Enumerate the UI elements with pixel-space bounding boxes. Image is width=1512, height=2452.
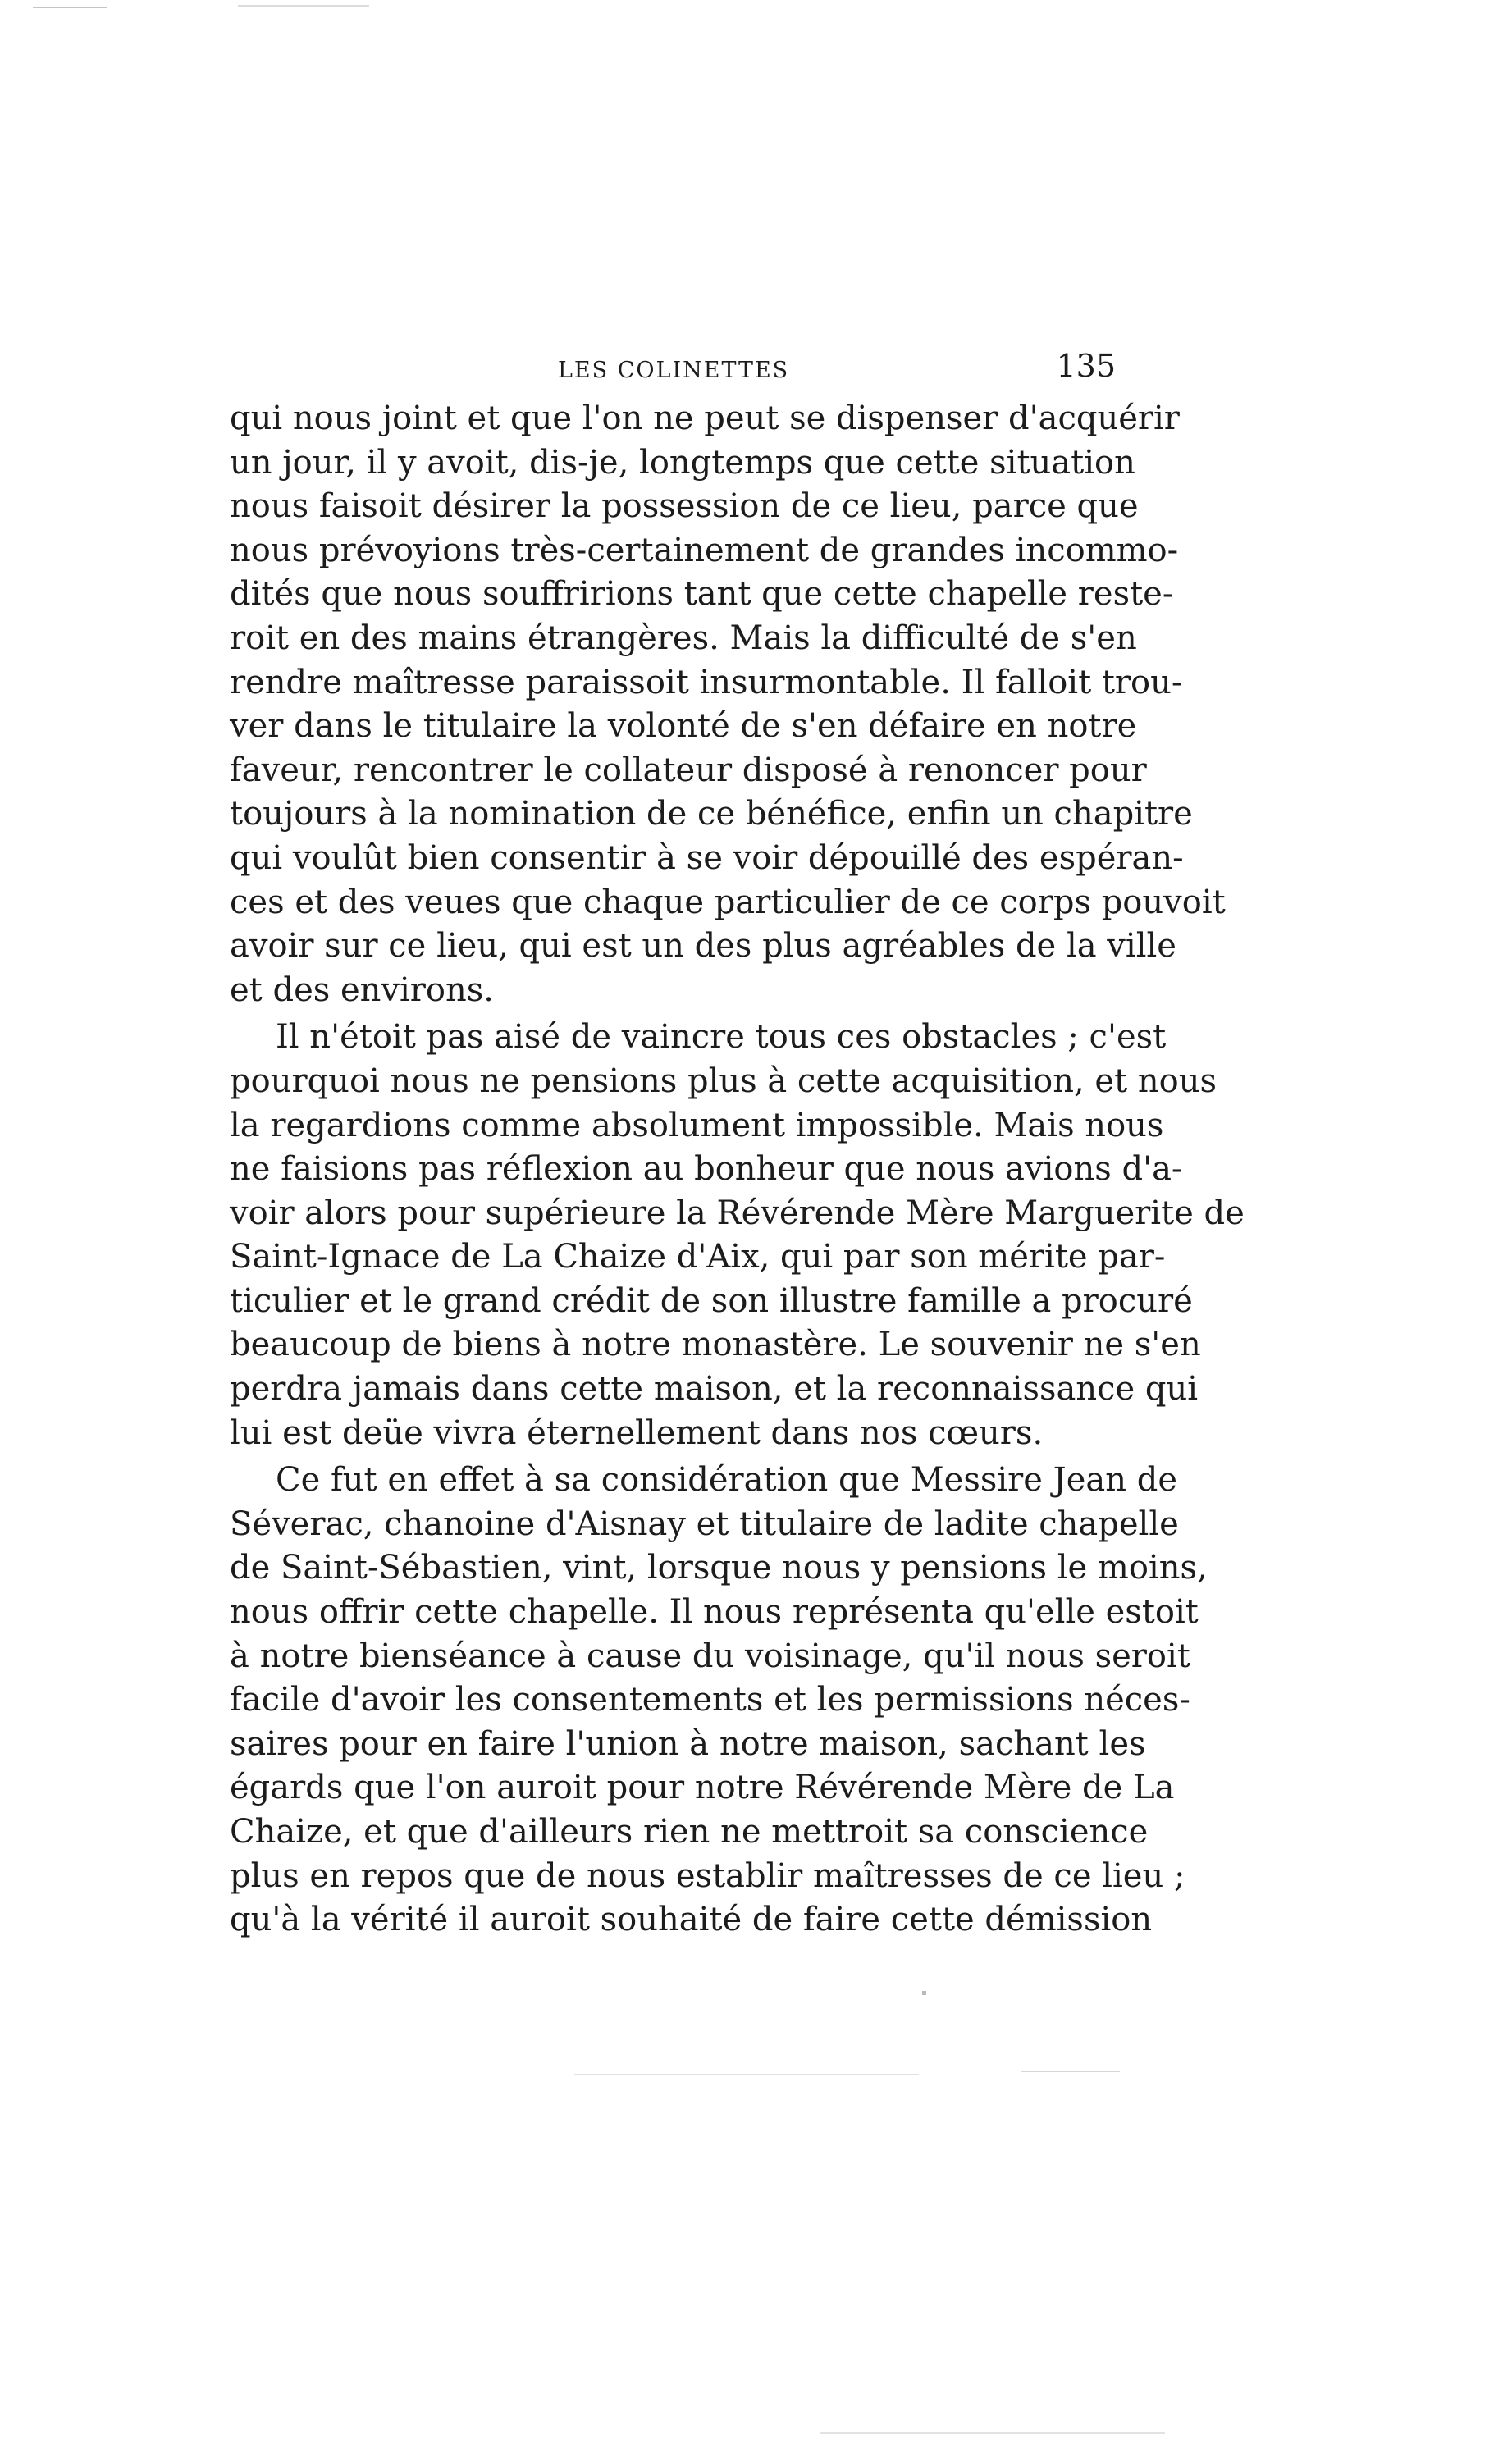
text-line: nous offrir cette chapelle. Il nous représenta qu'elle estoit bbox=[230, 1593, 1199, 1632]
text-line: dités que nous souffririons tant que cette chapelle reste- bbox=[230, 575, 1174, 614]
running-title: LES COLINETTES bbox=[558, 358, 790, 383]
paragraph-1 bbox=[230, 397, 1226, 1012]
text-line: Ce fut en effet à sa considération que Messire Jean de bbox=[276, 1461, 1177, 1500]
text-line: égards que l'on auroit pour notre Révérende Mère de La bbox=[230, 1769, 1175, 1807]
text-line: Chaize, et que d'ailleurs rien ne mettroit sa conscience bbox=[230, 1813, 1149, 1851]
text-line: perdra jamais dans cette maison, et la reconnaissance qui bbox=[230, 1370, 1199, 1409]
scan-artifact bbox=[922, 1991, 926, 1995]
text-line: toujours à la nomination de ce bénéfice, enfin un chapitre bbox=[230, 795, 1193, 833]
text-line: ces et des veues que chaque particulier de ce corps pouvoit bbox=[230, 883, 1226, 921]
text-line: Il n'étoit pas aisé de vaincre tous ces obstacles ; c'est bbox=[276, 1018, 1167, 1057]
text-line: un jour, il y avoit, dis-je, longtemps que cette situation bbox=[230, 443, 1135, 482]
text-line: voir alors pour supérieure la Révérende Mère Marguerite de bbox=[230, 1194, 1245, 1232]
text-line: faveur, rencontrer le collateur disposé à renoncer pour bbox=[230, 751, 1147, 789]
text-line: de Saint-Sébastien, vint, lorsque nous y pensions le moins, bbox=[230, 1549, 1208, 1587]
text-line: avoir sur ce lieu, qui est un des plus agréables de la ville bbox=[230, 927, 1176, 966]
text-line: Saint-Ignace de La Chaize d'Aix, qui par son mérite par- bbox=[230, 1238, 1166, 1276]
text-line: plus en repos que de nous establir maîtresses de ce lieu ; bbox=[230, 1856, 1185, 1895]
page-number: 135 bbox=[1056, 348, 1116, 384]
text-line: facile d'avoir les consentements et les permissions néces- bbox=[230, 1681, 1190, 1719]
text-line: saires pour en faire l'union à notre maison, sachant les bbox=[230, 1724, 1146, 1763]
text-line: pourquoi nous ne pensions plus à cette acquisition, et nous bbox=[230, 1062, 1217, 1100]
running-head bbox=[230, 348, 1116, 397]
scan-artifact bbox=[574, 2074, 919, 2075]
paragraph-3 bbox=[230, 1459, 1208, 1943]
text-line: qui voulût bien consentir à se voir dépouillé des espéran- bbox=[230, 838, 1184, 877]
body-text bbox=[230, 397, 1245, 1943]
text-line: qu'à la vérité il auroit souhaité de faire cette démission bbox=[230, 1901, 1153, 1939]
scan-artifact bbox=[238, 5, 369, 7]
text-line: beaucoup de biens à notre monastère. Le souvenir ne s'en bbox=[230, 1326, 1201, 1364]
scan-artifact bbox=[33, 7, 107, 8]
paragraph-2 bbox=[230, 1016, 1245, 1455]
text-line: à notre bienséance à cause du voisinage, qu'il nous seroit bbox=[230, 1637, 1190, 1675]
scan-artifact bbox=[820, 2432, 1165, 2434]
text-line: Séverac, chanoine d'Aisnay et titulaire de ladite chapelle bbox=[230, 1505, 1179, 1543]
text-line: la regardions comme absolument impossible. Mais nous bbox=[230, 1106, 1164, 1144]
text-line: lui est deüe vivra éternellement dans nos cœurs. bbox=[230, 1413, 1044, 1452]
text-line: rendre maîtresse paraissoit insurmontable. Il falloit trou- bbox=[230, 663, 1183, 701]
text-line: et des environs. bbox=[230, 970, 495, 1009]
text-line: nous faisoit désirer la possession de ce lieu, parce que bbox=[230, 487, 1139, 526]
text-line: ver dans le titulaire la volonté de s'en défaire en notre bbox=[230, 707, 1137, 746]
text-line: ne faisions pas réflexion au bonheur que nous avions d'a- bbox=[230, 1150, 1183, 1189]
text-line: roit en des mains étrangères. Mais la difficulté de s'en bbox=[230, 619, 1137, 657]
text-line: nous prévoyions très-certainement de grandes incommo- bbox=[230, 531, 1179, 569]
text-line: qui nous joint et que l'on ne peut se dispenser d'acquérir bbox=[230, 400, 1180, 437]
scan-artifact bbox=[1021, 2071, 1120, 2072]
text-line: ticulier et le grand crédit de son illustre famille a procuré bbox=[230, 1281, 1193, 1320]
